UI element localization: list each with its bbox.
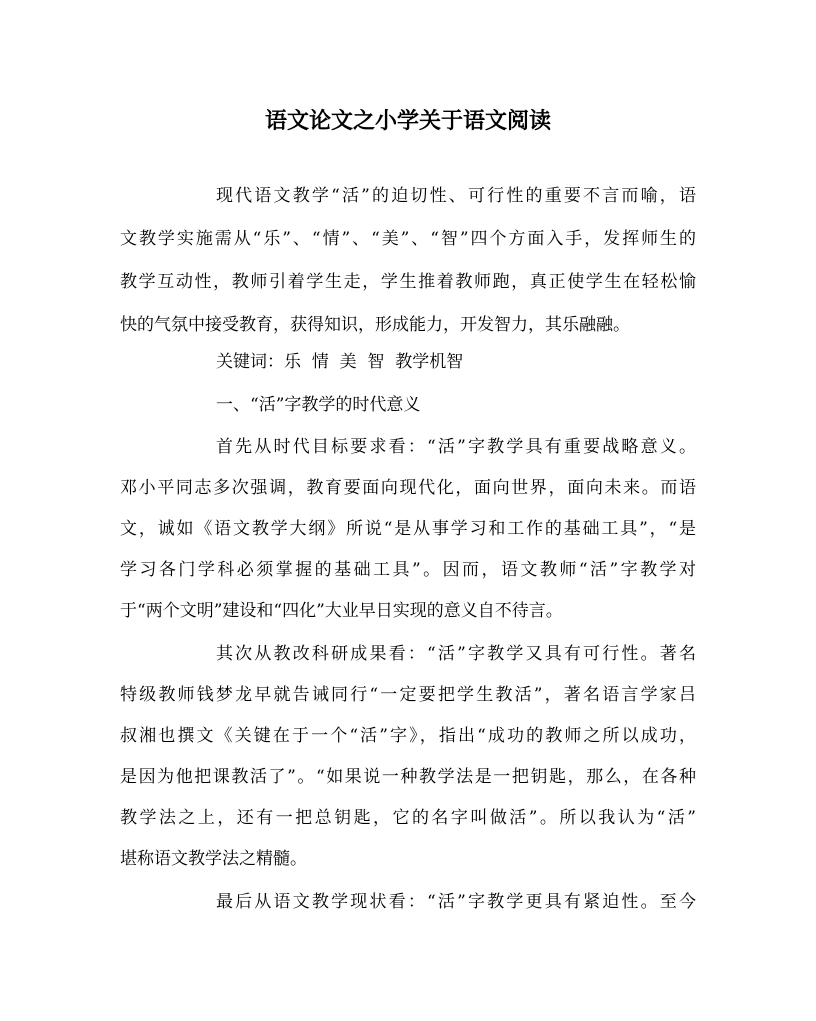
text-line: 教学法之上，还有一把总钥匙，它的名字叫做活”。所以我认为“活” [120,808,696,828]
text-line: 于“两个文明”建设和“四化”大业早日实现的意义自不待言。 [120,601,563,621]
text-line: 邓小平同志多次强调，教育要面向现代化，面向世界，面向未来。而语 [120,478,696,498]
text-line: 文教学实施需从“乐”、“情”、“美”、“智”四个方面入手，发挥师生的 [120,229,696,249]
text-line: 文，诚如《语文教学大纲》所说“是从事学习和工作的基础工具”，“是 [120,519,696,539]
text-line: 教学互动性，教师引着学生走，学生推着教师跑，真正使学生在轻松愉 [120,272,696,292]
text-line: 快的气氛中接受教育，获得知识，形成能力，开发智力，其乐融融。 [120,315,630,335]
text-line: 是因为他把课教活了”。“如果说一种教学法是一把钥匙，那么，在各种 [120,767,696,787]
text-line: 叔湘也撰文《关键在于一个“活”字》，指出“成功的教师之所以成功， [120,726,696,746]
text-line: 最后从语文教学现状看：“活”字教学更具有紧迫性。至今 [216,892,696,912]
text-line: 现代语文教学“活”的迫切性、可行性的重要不言而喻，语 [216,186,696,206]
text-line: 其次从教改科研成果看：“活”字教学又具有可行性。著名 [216,644,696,664]
text-line: 首先从时代目标要求看：“活”字教学具有重要战略意义。 [216,437,696,457]
section-heading: 一、“活”字教学的时代意义 [216,395,421,415]
text-line: 堪称语文教学法之精髓。 [120,849,307,869]
text-line: 特级教师钱梦龙早就告诫同行“一定要把学生教活”，著名语言学家吕 [120,685,696,705]
document-title: 语文论文之小学关于语文阅读 [264,108,551,134]
text-line: 学习各门学科必须掌握的基础工具”。因而，语文教师“活”字教学对 [120,560,696,580]
keywords-line: 关键词：乐 情 美 智 教学机智 [216,352,464,372]
